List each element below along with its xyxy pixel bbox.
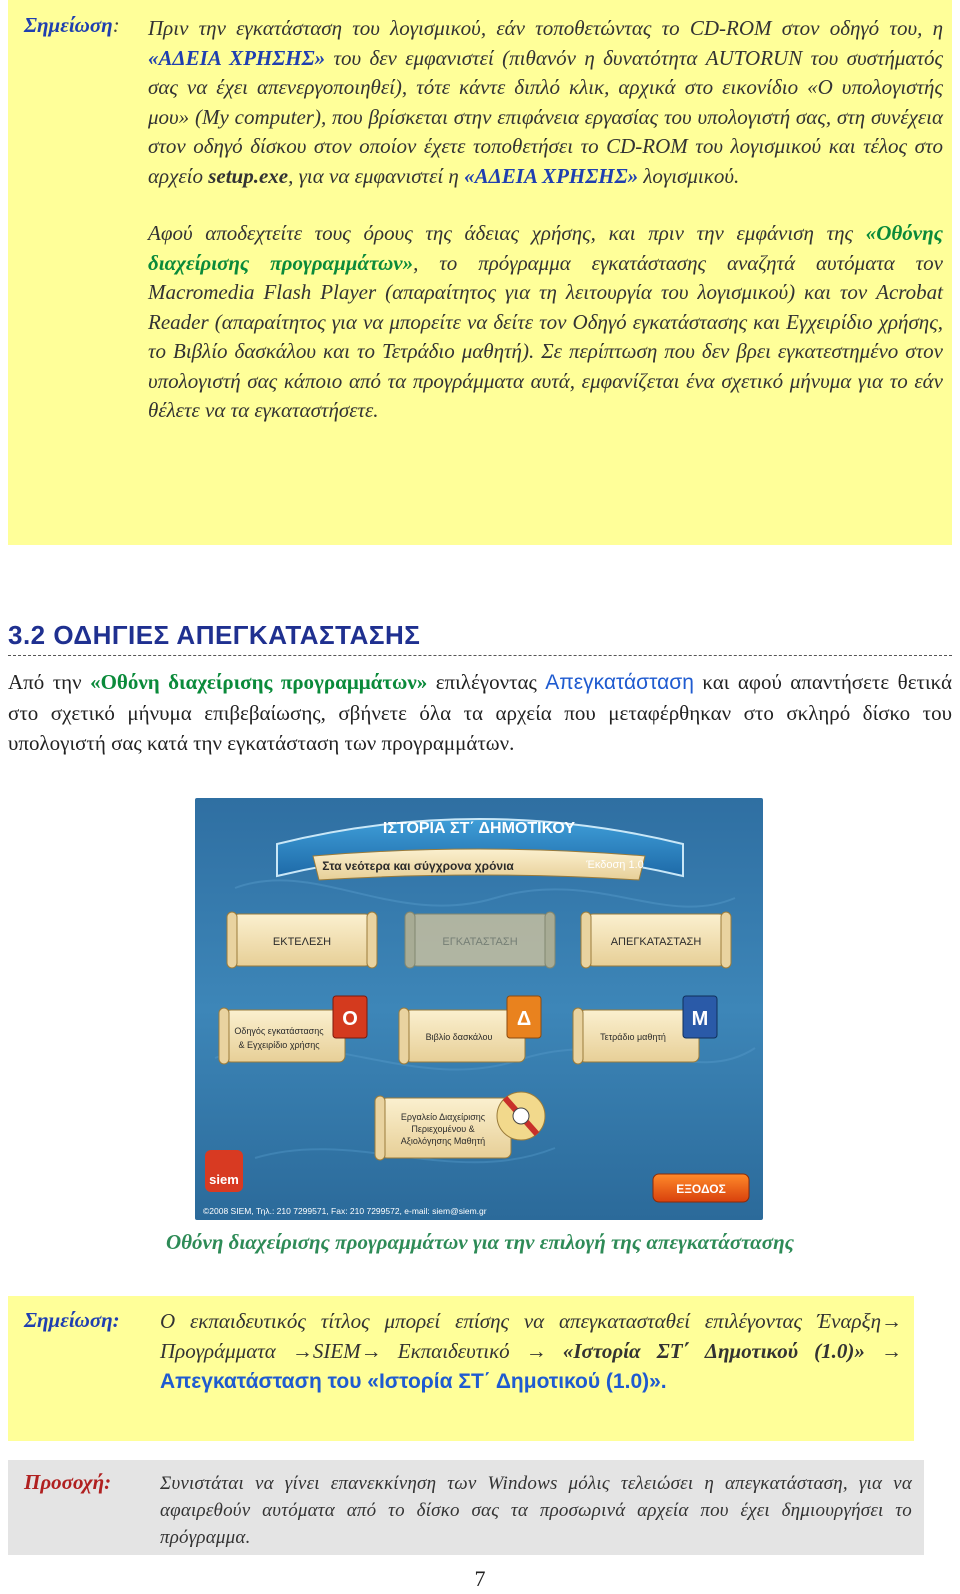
note-label: Σημείωση: xyxy=(24,13,120,37)
svg-text:siem: siem xyxy=(209,1172,239,1187)
svg-text:Δ: Δ xyxy=(516,1008,532,1030)
run-button[interactable] xyxy=(227,912,377,968)
note-paragraph-2: Αφού αποδεχτείτε τους όρους της άδειας χρήσης, και πριν την εμφάνιση της «Οθόνης διαχείρισης προγραμμάτων», το πρόγραμμα εγκατάστασης αναζητά αυτόματα τον Macromedia Flash Player (απαραίτητος για τη λειτουργία του λογισμικού) και τον Acrobat Reader (απαραίτητος για να μπορείτε να δείτε τον Οδηγό εγκατάστασης και Εγχειρίδιο χρήσης, το Βιβλίο δασκάλου και το Τετράδιο μαθητή). Σε περίπτωση που δεν βρει εγκατεστημένο στον υπολογιστή σας κάποιο από τα προγράμματα αυτά, εμφανίζεται ένα σχετικό μήνυμα για το εάν θέλετε να τα εγκαταστήσετε. xyxy=(148,221,943,422)
svg-text:ΕΚΤΕΛΕΣΗ: ΕΚΤΕΛΕΣΗ xyxy=(272,936,332,948)
note2-text: Ο εκπαιδευτικός τίτλος μπορεί επίσης να απεγκατασταθεί επιλέγοντας Έναρξη→ Προγράμματα →SIEM→ Εκπαιδευτικό → «Ιστορία ΣΤ΄ Δημοτικού (1.0)» → Απεγκατάσταση του «Ιστορία ΣΤ΄ Δημοτικού (1.0)». xyxy=(160,1309,902,1393)
note2-label: Σημείωση: xyxy=(24,1308,120,1332)
install-button[interactable] xyxy=(405,912,555,968)
warning-text: Συνιστάται να γίνει επανεκκίνηση των Windows μόλις τελειώσει η απεγκατάσταση, για να αφαιρεθούν αυτόματα από το δίσκο σας τα προσωρινά αρχεία που έχει δημιουργήσει το πρόγραμμα. xyxy=(160,1473,912,1548)
banner-subtitle: Στα νεότερα και σύγχρονα χρόνια xyxy=(322,859,514,873)
screenshot-footer: ©2008 SIEM, Τηλ.: 210 7299571, Fax: 210 7299572, e-mail: siem@siem.gr xyxy=(203,1206,487,1216)
svg-text:Μ: Μ xyxy=(691,1008,709,1030)
svg-text:Βιβλίο δασκάλου: Βιβλίο δασκάλου xyxy=(425,1032,493,1042)
svg-text:Περιεχομένου &: Περιεχομένου & xyxy=(411,1124,475,1134)
figure-caption: Οθόνη διαχείρισης προγραμμάτων για την επιλογή της απεγκατάστασης xyxy=(165,1230,795,1254)
svg-text:Ο: Ο xyxy=(342,1008,358,1030)
note-box-2 xyxy=(8,1296,914,1441)
note-box xyxy=(8,0,952,545)
svg-text:Τετράδιο μαθητή: Τετράδιο μαθητή xyxy=(600,1032,666,1042)
note-text xyxy=(148,14,943,426)
svg-text:Εργαλείο Διαχείρισης: Εργαλείο Διαχείρισης xyxy=(400,1112,486,1122)
svg-text:ΕΓΚΑΤΑΣΤΑΣΗ: ΕΓΚΑΤΑΣΤΑΣΗ xyxy=(442,936,518,948)
section-title: 3.2 ΟΔΗΓΙΕΣ ΑΠΕΓΚΑΤΑΣΤΑΣΗΣ xyxy=(8,620,421,650)
svg-text:& Εγχειρίδιο χρήσης: & Εγχειρίδιο χρήσης xyxy=(238,1040,320,1050)
note-paragraph-1: Πριν την εγκατάσταση του λογισμικού, εάν τοποθετώντας το CD-ROM στον οδηγό του, η «ΑΔΕΙΑ ΧΡΗΣΗΣ» του δεν εμφανιστεί (πιθανόν η δυνατότητα AUTORUN του συστήματός σας να έχει απενεργοποιηθεί), τότε κάντε διπλό κλικ, αρχικά στο εικονίδιο «Ο υπολογιστής μου» (My computer), που βρίσκεται στην επιφάνεια εργασίας του υπολογιστή σας, στη συνέχεια στον οδηγό δίσκου στον οποίον έχετε τοποθετήσει το CD-ROM του λογισμικού και τέλος στο αρχείο setup.exe, για να εμφανιστεί η «ΑΔΕΙΑ ΧΡΗΣΗΣ» λογισμικού. xyxy=(148,16,943,188)
banner-title: ΙΣΤΟΡΙΑ ΣΤ΄ ΔΗΜΟΤΙΚΟΥ xyxy=(382,820,576,837)
version-label: Έκδοση 1.0 xyxy=(586,859,644,871)
svg-text:Οδηγός εγκατάστασης: Οδηγός εγκατάστασης xyxy=(234,1026,324,1036)
exit-button[interactable] xyxy=(653,1174,749,1202)
screenshot-canvas xyxy=(195,798,763,1220)
siem-logo xyxy=(205,1150,243,1192)
program-manager-screenshot xyxy=(195,798,763,1220)
section-body: Από την «Οθόνη διαχείρισης προγραμμάτων» επιλέγοντας Απεγκατάσταση και αφού απαντήσετε θετικά στο σχετικό μήνυμα επιβεβαίωσης, σβήνετε όλα τα αρχεία που μεταφέρθηκαν στο σκληρό δίσκο του υπολογιστή σας κατά την εγκατάσταση των προγραμμάτων. xyxy=(8,670,952,755)
uninstall-button[interactable] xyxy=(581,912,731,968)
tool-character-icon xyxy=(497,1092,545,1140)
warning-box xyxy=(8,1460,924,1555)
page-number: 7 xyxy=(474,1566,486,1591)
warning-label: Προσοχή: xyxy=(24,1470,112,1494)
section-divider xyxy=(8,655,952,656)
svg-text:ΕΞΟΔΟΣ: ΕΞΟΔΟΣ xyxy=(676,1182,726,1196)
svg-text:Αξιολόγησης Μαθητή: Αξιολόγησης Μαθητή xyxy=(400,1136,486,1146)
svg-text:ΑΠΕΓΚΑΤΑΣΤΑΣΗ: ΑΠΕΓΚΑΤΑΣΤΑΣΗ xyxy=(610,936,702,948)
